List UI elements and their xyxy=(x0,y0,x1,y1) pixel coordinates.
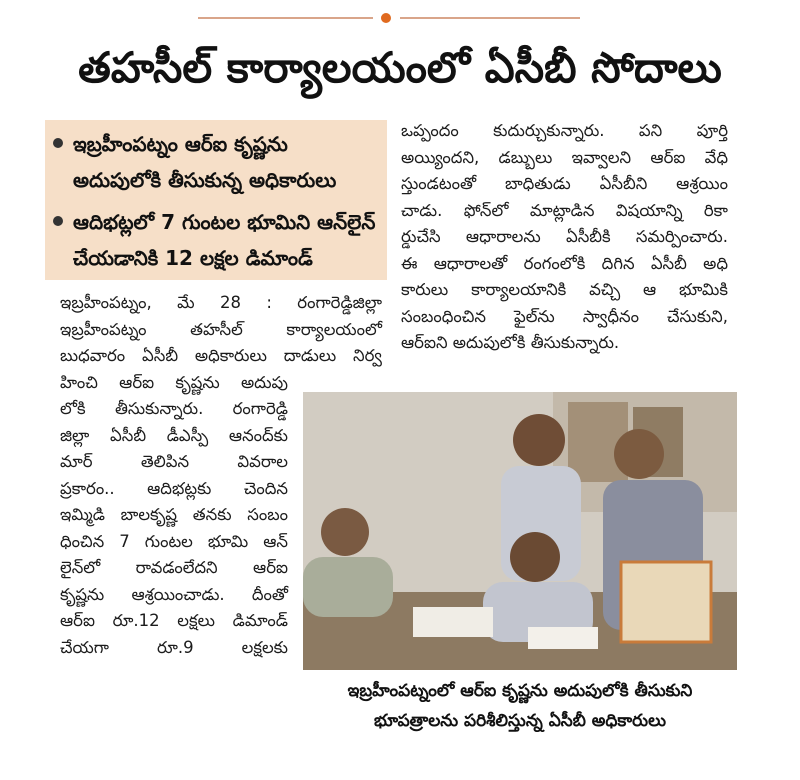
text-line: సంబంధించిన ఫైల్‌ను స్వాధీనం చేసుకుని, xyxy=(401,306,728,326)
highlight-item xyxy=(53,126,381,198)
headline: తహసీల్ కార్యాలయంలో ఏసీబీ సోదాలు xyxy=(78,43,722,92)
highlights-box xyxy=(45,120,387,280)
text-line: స్తుండటంతో బాధితుడు ఏసీబీని ఆశ్రయిం xyxy=(401,174,728,193)
text-line: హించి ఆర్ఐ కృష్ణను అదుపు xyxy=(60,372,288,392)
text-line: ర్డుచేసి ఆధారాలను ఏసీబీకి సమర్పించారు. xyxy=(401,227,728,246)
text-line: ఈ ఆధారాలతో రంగంలోకి దిగిన ఏసీబీ అధి xyxy=(401,253,728,273)
text-line: మార్ తెలిపిన వివరాల xyxy=(60,452,288,471)
text-line: కారులు కార్యాలయానికి వచ్చి ఆ భూమికి xyxy=(401,280,728,299)
text-line: బుధవారం ఏసీబీ అధికారులు దాడులు నిర్వ xyxy=(60,346,382,365)
text-line: ఒప్పందం కుదుర్చుకున్నారు. పని పూర్తి xyxy=(401,121,728,140)
highlight-text: ఆదిభట్లలో 7 గుంటల భూమిని ఆన్‌లైన్ చేయడానికి 12 లక్షల డిమాండ్ xyxy=(73,210,376,270)
photo-illustration xyxy=(303,392,737,670)
text-line: ఇబ్రహీంపట్నం తహసీల్ కార్యాలయంలో xyxy=(60,319,382,339)
text-line: జిల్లా ఏసీబీ డీఎస్పీ ఆనంద్‌కు xyxy=(60,425,288,445)
text-line: చాడు. ఫోన్‌లో మాట్లాడిన విషయాన్ని రికా xyxy=(401,200,728,220)
highlight-text: ఇబ్రహీంపట్నం ఆర్ఐ కృష్ణను అదుపులోకి తీసుకున్న అధికారులు xyxy=(73,132,337,192)
highlight-item xyxy=(53,204,381,276)
text-line: కృష్ణను ఆశ్రయించాడు. దీంతో xyxy=(60,584,288,604)
ornament-line-right xyxy=(400,17,580,19)
text-line: ఆర్ఐ రూ.12 లక్షలు డిమాండ్ xyxy=(60,611,288,630)
photo-caption xyxy=(303,676,737,736)
text-line: లైన్‌లో రావడంలేదని ఆర్ఐ xyxy=(60,558,288,577)
caption-line: భూపత్రాలను పరిశీలిస్తున్న ఏసీబీ అధికారులు xyxy=(373,711,667,731)
text-line: ధించిన 7 గుంటల భూమి ఆన్ xyxy=(60,531,288,551)
text-line: ఇబ్రహీంపట్నం, మే 28 : రంగారెడ్డిజిల్లా xyxy=(60,293,382,312)
ornament-dot xyxy=(381,13,391,23)
text-line: ఇమ్మిడి బాలకృష్ణ తనకు సంబం xyxy=(60,505,288,524)
text-line: ప్రకారం.. ఆదిభట్లకు చెందిన xyxy=(60,478,288,498)
header-ornament xyxy=(0,12,800,24)
caption-line: ఇబ్రహీంపట్నంలో ఆర్ఐ కృష్ణను అదుపులోకి తీసుకుని xyxy=(347,681,693,701)
bullet-icon xyxy=(53,138,67,148)
text-line: అయ్యిందని, డబ్బులు ఇవ్వాలని ఆర్ఐ వేధి xyxy=(401,147,728,167)
text-line: చేయగా రూ.9 లక్షలకు xyxy=(60,637,288,657)
article-right-column xyxy=(401,118,728,357)
news-photo xyxy=(303,392,737,670)
text-line: లోకి తీసుకున్నారు. రంగారెడ్డి xyxy=(60,399,288,418)
ornament-line-left xyxy=(198,17,373,19)
bullet-icon xyxy=(53,216,67,226)
text-line: ఆర్ఐని అదుపులోకి తీసుకున్నారు. xyxy=(401,333,620,352)
